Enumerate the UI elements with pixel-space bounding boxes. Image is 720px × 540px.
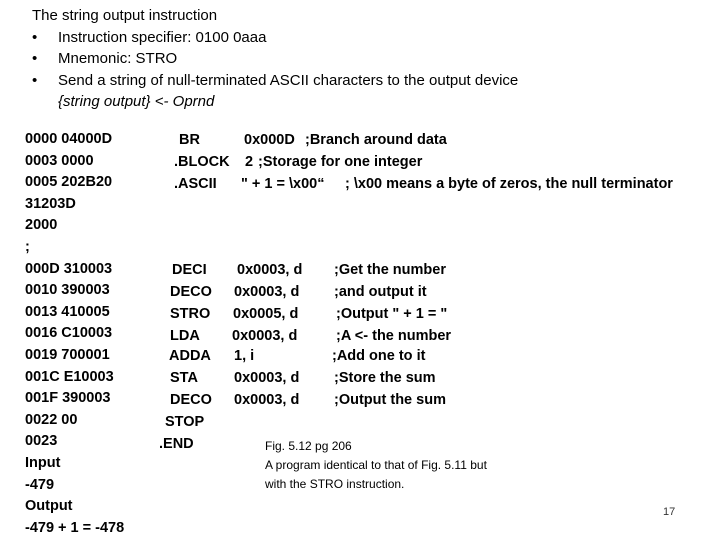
comment: ; \x00 means a byte of zeros, the null terminator — [345, 176, 673, 192]
operand: 0x0005, d — [233, 306, 299, 322]
comment: ;A <- the number — [336, 328, 452, 344]
operand: 0x0003, d — [234, 284, 300, 300]
comment: ;Get the number — [334, 262, 446, 278]
object-code-line: 0016 C10003 — [25, 325, 113, 342]
io-label: Input — [25, 454, 61, 471]
object-code-line: 2000 — [25, 217, 58, 234]
figure-caption — [265, 437, 487, 494]
bullet-text: Mnemonic: STRO — [58, 50, 178, 67]
bullet-dot-icon: • — [32, 71, 38, 89]
header-block — [32, 5, 692, 113]
mnemonic: DECO — [170, 392, 212, 408]
figure-caption-line: A program identical to that of Fig. 5.11 but — [265, 458, 487, 472]
object-code-line: 31203D — [25, 195, 76, 212]
operand: 0x0003, d — [237, 262, 303, 278]
object-code-line: 0023 — [25, 433, 58, 450]
operand: 0x0003, d — [234, 370, 300, 386]
comment: ;and output it — [334, 284, 427, 300]
object-code-line: 0022 00 — [25, 411, 78, 428]
operand: 0x000D — [244, 132, 295, 148]
object-code-line: 000D 310003 — [25, 260, 113, 277]
object-code-listing — [25, 129, 124, 539]
page-number: 17 — [663, 506, 676, 518]
bullet-text: Instruction specifier: 0100 0aaa — [58, 28, 267, 46]
bullet-dot-icon: • — [32, 28, 38, 46]
mnemonic: .BLOCK — [174, 154, 230, 170]
mnemonic: DECO — [170, 284, 212, 300]
mnemonic: .ASCII — [174, 176, 217, 192]
comment: ;Add one to it — [332, 348, 426, 364]
object-code-line: 0019 700001 — [25, 346, 110, 363]
figure-caption-line: Fig. 5.12 pg 206 — [265, 439, 352, 453]
bullet-dot-icon: • — [32, 50, 38, 67]
object-code-line: ; — [25, 238, 30, 255]
slide-title: The string output instruction — [32, 7, 218, 24]
operand: " + 1 = \x00“ — [241, 176, 325, 192]
bullet-text: Send a string of null-terminated ASCII characters to the output device — [58, 71, 519, 89]
io-value: -479 — [25, 476, 55, 493]
mnemonic: STA — [170, 370, 198, 386]
comment: ;Output " + 1 = " — [336, 306, 448, 322]
mnemonic: STRO — [170, 306, 211, 322]
mnemonic: BR — [179, 132, 200, 148]
object-code-line: 0005 202B20 — [25, 174, 113, 191]
mnemonic: .END — [159, 436, 194, 452]
figure-caption-line: with the STRO instruction. — [265, 477, 405, 491]
operand: 1, i — [234, 348, 255, 364]
mnemonic: LDA — [170, 328, 200, 344]
bullet-continuation: {string output} <- Oprnd — [58, 93, 215, 110]
comment: ;Branch around data — [305, 132, 447, 148]
mnemonic: STOP — [165, 414, 205, 430]
operand: 2 — [245, 154, 254, 170]
bullet-item — [32, 48, 692, 70]
operand: 0x0003, d — [234, 392, 300, 408]
mnemonic: DECI — [172, 262, 207, 278]
object-code-line: 0010 390003 — [25, 282, 110, 299]
object-code-line: 0000 04000D — [25, 131, 113, 147]
object-code-line: 001F 390003 — [25, 390, 111, 407]
io-label: Output — [25, 498, 73, 515]
bullet-item — [32, 70, 692, 92]
comment: ;Storage for one integer — [258, 154, 423, 170]
comment: ;Store the sum — [334, 370, 436, 386]
object-code-line: 0013 410005 — [25, 303, 110, 320]
mnemonic: ADDA — [169, 348, 211, 364]
object-code-line: 001C E10003 — [25, 368, 114, 385]
comment: ;Output the sum — [334, 392, 446, 408]
io-value: -479 + 1 = -478 — [25, 519, 125, 536]
object-code-line: 0003 0000 — [25, 152, 94, 169]
operand: 0x0003, d — [232, 328, 298, 344]
bullet-item — [32, 27, 692, 49]
